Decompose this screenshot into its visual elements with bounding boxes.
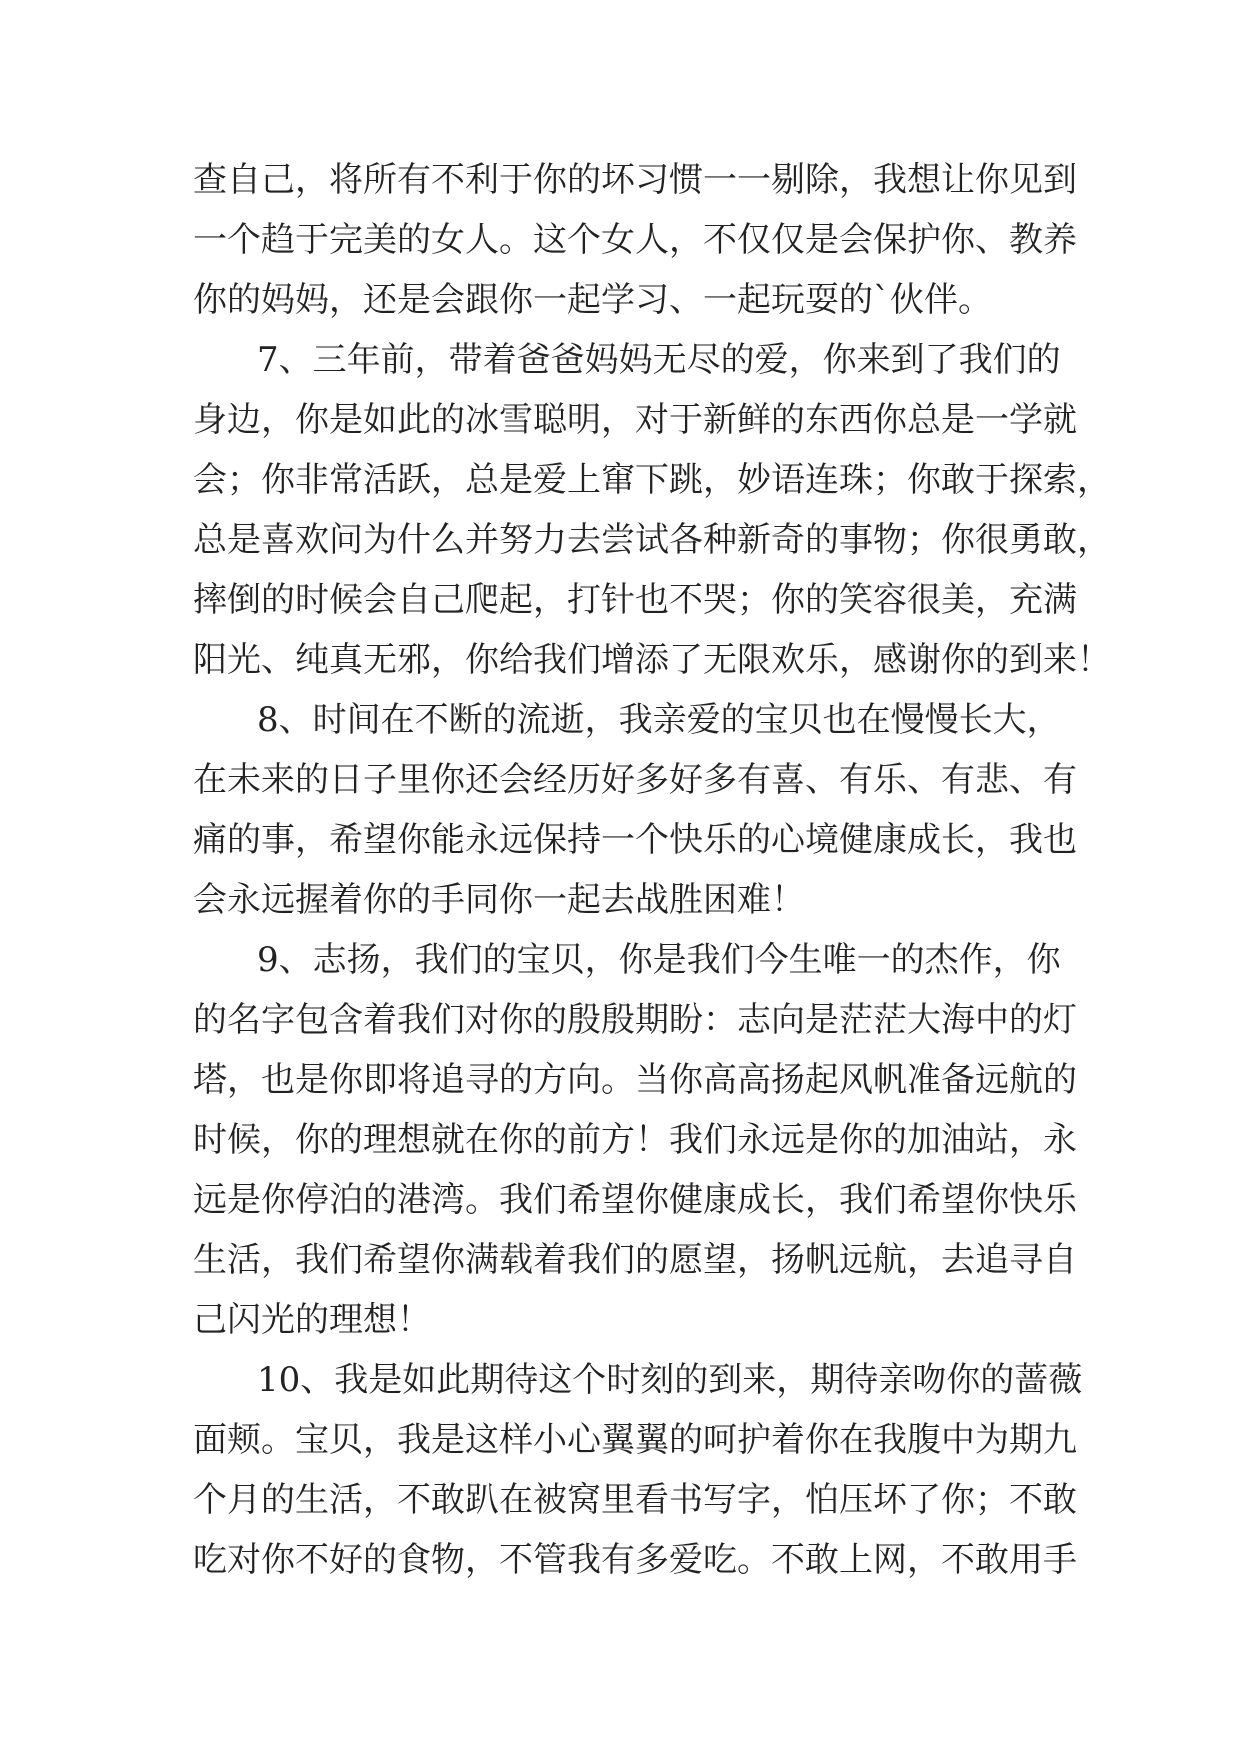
text-line: 一个趋于完美的女人。这个女人，不仅仅是会保护你、教养 [193, 220, 1077, 260]
text-line: 痛的事，希望你能永远保持一个快乐的心境健康成长，我也 [193, 820, 1077, 860]
text-line: 阳光、纯真无邪，你给我们增添了无限欢乐，感谢你的到来！ [193, 640, 1111, 680]
text-line: 会永远握着你的手同你一起去战胜困难！ [193, 880, 805, 920]
text-line: 远是你停泊的港湾。我们希望你健康成长，我们希望你快乐 [193, 1180, 1077, 1220]
text-line: 面颊。宝贝，我是这样小心翼翼的呵护着你在我腹中为期九 [193, 1420, 1077, 1460]
text-line: 总是喜欢问为什么并努力去尝试各种新奇的事物；你很勇敢， [193, 520, 1111, 560]
text-line: 己闪光的理想！ [193, 1300, 431, 1340]
paragraph-continuation [193, 150, 1077, 330]
text-line: 时候，你的理想就在你的前方！我们永远是你的加油站，永 [193, 1120, 1077, 1160]
document-body [193, 150, 1111, 1590]
text-line: 摔倒的时候会自己爬起，打针也不哭；你的笑容很美，充满 [193, 580, 1077, 620]
text-line: 吃对你不好的食物，不管我有多爱吃。不敢上网，不敢用手 [193, 1540, 1077, 1580]
text-line: 会；你非常活跃，总是爱上窜下跳，妙语连珠；你敢于探索， [193, 460, 1111, 500]
text-line: 查自己，将所有不利于你的坏习惯一一剔除，我想让你见到 [193, 160, 1077, 200]
text-line: 7、三年前，带着爸爸妈妈无尽的爱，你来到了我们的 [257, 340, 1061, 380]
text-line: 10、我是如此期待这个时刻的到来，期待亲吻你的蔷薇 [257, 1360, 1083, 1400]
paragraph-item-8 [193, 690, 1077, 930]
paragraph-item-9 [193, 930, 1077, 1350]
text-line: 塔，也是你即将追寻的方向。当你高高扬起风帆准备远航的 [193, 1060, 1077, 1100]
text-line: 在未来的日子里你还会经历好多好多有喜、有乐、有悲、有 [193, 760, 1077, 800]
text-line: 你的妈妈，还是会跟你一起学习、一起玩耍的`伙伴。 [193, 280, 992, 320]
paragraph-item-7 [193, 330, 1111, 690]
text-line: 生活，我们希望你满载着我们的愿望，扬帆远航，去追寻自 [193, 1240, 1077, 1280]
text-line: 个月的生活，不敢趴在被窝里看书写字，怕压坏了你；不敢 [193, 1480, 1077, 1520]
text-line: 的名字包含着我们对你的殷殷期盼：志向是茫茫大海中的灯 [193, 1000, 1077, 1040]
text-line: 身边，你是如此的冰雪聪明，对于新鲜的东西你总是一学就 [193, 400, 1077, 440]
paragraph-item-10 [193, 1350, 1083, 1590]
text-line: 9、志扬，我们的宝贝，你是我们今生唯一的杰作，你 [257, 940, 1061, 980]
text-line: 8、时间在不断的流逝，我亲爱的宝贝也在慢慢长大， [257, 700, 1061, 740]
